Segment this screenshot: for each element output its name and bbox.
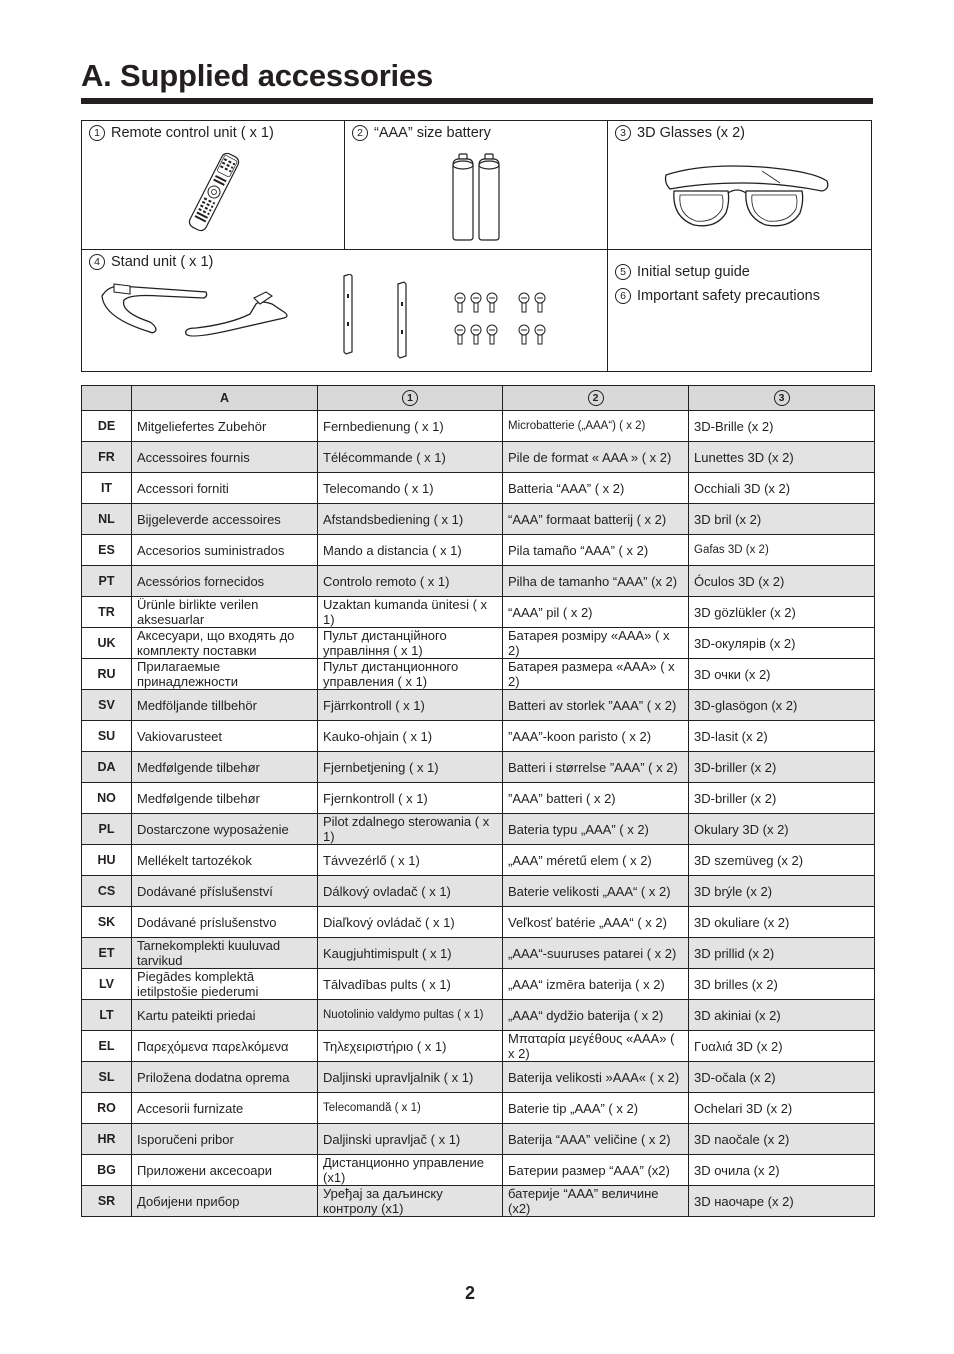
battery-cell: батерије “AAA” величине (x2) (503, 1186, 689, 1217)
accessories-cell: Priložena dodatna oprema (132, 1062, 318, 1093)
remote-control-cell: Mando a distancia ( x 1) (318, 535, 503, 566)
item-number: 1 (89, 125, 105, 141)
language-code-cell: SU (82, 721, 132, 752)
battery-cell: ”AAA” batteri ( x 2) (503, 783, 689, 814)
table-row (82, 1062, 875, 1093)
battery-cell: „AAA“ dydžio baterija ( x 2) (503, 1000, 689, 1031)
remote-control-cell: Уређај за даљинску контролу (x1) (318, 1186, 503, 1217)
remote-control-cell: Дистанционно управление (x1) (318, 1155, 503, 1186)
table-row (82, 969, 875, 1000)
table-row (82, 783, 875, 814)
table-row (82, 1000, 875, 1031)
table-row (82, 814, 875, 845)
accessory-label: Stand unit ( x 1) (111, 254, 214, 270)
language-code-cell: DA (82, 752, 132, 783)
accessories-cell: Kartu pateikti priedai (132, 1000, 318, 1031)
battery-cell: Батарея розміру «AAA» ( x 2) (503, 628, 689, 659)
accessories-cell: Mellékelt tartozékok (132, 845, 318, 876)
battery-cell: Veľkosť batérie „AAA“ ( x 2) (503, 907, 689, 938)
language-code-cell: NO (82, 783, 132, 814)
language-code-cell: SV (82, 690, 132, 721)
remote-control-cell: Télécommande ( x 1) (318, 442, 503, 473)
battery-cell: Pile de format « AAA » ( x 2) (503, 442, 689, 473)
glasses-cell: 3D очила (x 2) (689, 1155, 875, 1186)
language-code-cell: UK (82, 628, 132, 659)
table-row (82, 690, 875, 721)
remote-control-cell: Controlo remoto ( x 1) (318, 566, 503, 597)
battery-cell: Батерии размер “AAA” (x2) (503, 1155, 689, 1186)
table-row (82, 938, 875, 969)
table-row (82, 1155, 875, 1186)
table-row (82, 411, 875, 442)
accessories-cell: Добијени прибор (132, 1186, 318, 1217)
accessories-cell: Dostarczone wyposażenie (132, 814, 318, 845)
glasses-cell: Okulary 3D (x 2) (689, 814, 875, 845)
glasses-cell: Occhiali 3D (x 2) (689, 473, 875, 504)
language-code-cell: NL (82, 504, 132, 535)
column-header: 2 (503, 386, 689, 411)
glasses-cell: Ochelari 3D (x 2) (689, 1093, 875, 1124)
accessory-aaa-battery (345, 121, 607, 249)
glasses-cell: 3D-Brille (x 2) (689, 411, 875, 442)
column-header (82, 386, 132, 411)
accessories-cell: Accessoires fournis (132, 442, 318, 473)
page-number: 2 (465, 1283, 476, 1303)
battery-cell: “AAA” formaat batterij ( x 2) (503, 504, 689, 535)
table-row (82, 1093, 875, 1124)
remote-control-cell: Fjernbetjening ( x 1) (318, 752, 503, 783)
accessories-cell: Medföljande tillbehör (132, 690, 318, 721)
accessories-cell: Piegādes komplektā ietilpstošie piederumi (132, 969, 318, 1000)
accessories-language-table (81, 385, 875, 1217)
accessories-cell: Приложени аксесоари (132, 1155, 318, 1186)
battery-cell: Bateria typu „AAA” ( x 2) (503, 814, 689, 845)
glasses-cell: 3D очки (x 2) (689, 659, 875, 690)
glasses-cell: 3D okuliare (x 2) (689, 907, 875, 938)
remote-control-cell: Fjärrkontroll ( x 1) (318, 690, 503, 721)
language-code-cell: TR (82, 597, 132, 628)
3d-glasses-illustration (662, 161, 832, 233)
accessories-cell: Medfølgende tilbehør (132, 783, 318, 814)
battery-cell: „AAA“ izmēra baterija ( x 2) (503, 969, 689, 1000)
safety-precautions-item (615, 284, 820, 308)
accessories-cell: Acessórios fornecidos (132, 566, 318, 597)
remote-control-cell: Пульт дистанционного управления ( x 1) (318, 659, 503, 690)
language-code-cell: SK (82, 907, 132, 938)
remote-control-illustration (174, 151, 254, 233)
column-header: 1 (318, 386, 503, 411)
remote-control-cell: Afstandsbediening ( x 1) (318, 504, 503, 535)
table-row (82, 504, 875, 535)
glasses-cell: Lunettes 3D (x 2) (689, 442, 875, 473)
battery-cell: Pilha de tamanho “AAA” (x 2) (503, 566, 689, 597)
remote-control-cell: Kaugjuhtimispult ( x 1) (318, 938, 503, 969)
accessories-cell: Аксесуари, що входять до комплекту поставки (132, 628, 318, 659)
language-code-cell: PT (82, 566, 132, 597)
accessory-stand-unit (82, 250, 607, 371)
item-number: 2 (352, 125, 368, 141)
remote-control-cell: Fernbedienung ( x 1) (318, 411, 503, 442)
accessories-cell: Accesorios suministrados (132, 535, 318, 566)
accessory-label: Initial setup guide (637, 264, 750, 280)
language-code-cell: LT (82, 1000, 132, 1031)
page-title: A. Supplied accessories (81, 58, 434, 93)
aaa-battery-illustration (448, 153, 504, 241)
accessories-cell: Isporučeni pribor (132, 1124, 318, 1155)
table-row (82, 442, 875, 473)
remote-control-cell: Nuotolinio valdymo pultas ( x 1) (318, 1000, 503, 1031)
accessory-label: Remote control unit ( x 1) (111, 125, 274, 141)
remote-control-cell: Пульт дистанційного управління ( x 1) (318, 628, 503, 659)
battery-cell: „AAA“-suuruses patarei ( x 2) (503, 938, 689, 969)
accessories-cell: Bijgeleverde accessoires (132, 504, 318, 535)
glasses-cell: 3D szemüveg (x 2) (689, 845, 875, 876)
column-header: A (132, 386, 318, 411)
table-row (82, 845, 875, 876)
language-code-cell: FR (82, 442, 132, 473)
battery-cell: „AAA” méretű elem ( x 2) (503, 845, 689, 876)
item-number: 5 (615, 264, 631, 280)
battery-cell: Μπαταρία μεγέθους «AAA» ( x 2) (503, 1031, 689, 1062)
table-row (82, 1186, 875, 1217)
remote-control-cell: Daljinski upravljač ( x 1) (318, 1124, 503, 1155)
battery-cell: Baterie tip „AAA” ( x 2) (503, 1093, 689, 1124)
accessory-label: “AAA” size battery (374, 125, 491, 141)
glasses-cell: 3D-briller (x 2) (689, 752, 875, 783)
glasses-cell: 3D gözlükler (x 2) (689, 597, 875, 628)
table-row (82, 473, 875, 504)
language-code-cell: PL (82, 814, 132, 845)
remote-control-cell: Tālvadības pults ( x 1) (318, 969, 503, 1000)
remote-control-cell: Telecomandă ( x 1) (318, 1093, 503, 1124)
accessories-box (81, 120, 872, 372)
item-number: 3 (615, 125, 631, 141)
glasses-cell: 3D-окулярів (x 2) (689, 628, 875, 659)
column-header: 3 (689, 386, 875, 411)
accessories-cell: Ürünle birlikte verilen aksesuarlar (132, 597, 318, 628)
table-row (82, 876, 875, 907)
table-row (82, 659, 875, 690)
language-code-cell: CS (82, 876, 132, 907)
table-row (82, 907, 875, 938)
item-number: 6 (615, 288, 631, 304)
glasses-cell: Gafas 3D (x 2) (689, 535, 875, 566)
glasses-cell: 3D brilles (x 2) (689, 969, 875, 1000)
language-code-cell: SL (82, 1062, 132, 1093)
battery-cell: Batteria “AAA” ( x 2) (503, 473, 689, 504)
remote-control-cell: Távvezérlő ( x 1) (318, 845, 503, 876)
initial-setup-guide-item (615, 260, 820, 284)
language-code-cell: ES (82, 535, 132, 566)
language-code-cell: SR (82, 1186, 132, 1217)
table-row (82, 535, 875, 566)
table-row (82, 752, 875, 783)
title-rule (81, 98, 873, 104)
remote-control-cell: Fjernkontroll ( x 1) (318, 783, 503, 814)
battery-cell: Батарея размера «AAA» ( x 2) (503, 659, 689, 690)
table-row (82, 721, 875, 752)
battery-cell: Microbatterie („AAA“) ( x 2) (503, 411, 689, 442)
remote-control-cell: Daljinski upravljalnik ( x 1) (318, 1062, 503, 1093)
accessories-cell: Dodávané příslušenství (132, 876, 318, 907)
glasses-cell: 3D naočale (x 2) (689, 1124, 875, 1155)
accessory-label: 3D Glasses (x 2) (637, 125, 745, 141)
table-row (82, 1031, 875, 1062)
accessories-cell: Medfølgende tilbehør (132, 752, 318, 783)
glasses-cell: 3D-lasit (x 2) (689, 721, 875, 752)
glasses-cell: 3D-očala (x 2) (689, 1062, 875, 1093)
battery-cell: Batteri av storlek ”AAA” ( x 2) (503, 690, 689, 721)
accessory-3d-glasses (608, 121, 872, 249)
glasses-cell: 3D prillid (x 2) (689, 938, 875, 969)
language-code-cell: DE (82, 411, 132, 442)
battery-cell: Baterie velikosti „AAA“ ( x 2) (503, 876, 689, 907)
language-code-cell: HR (82, 1124, 132, 1155)
accessory-documents (608, 250, 872, 371)
accessory-remote-control (82, 121, 344, 249)
remote-control-cell: Telecomando ( x 1) (318, 473, 503, 504)
battery-cell: Baterija velikosti »AAA« ( x 2) (503, 1062, 689, 1093)
accessories-cell: Прилагаемые принадлежности (132, 659, 318, 690)
language-code-cell: RU (82, 659, 132, 690)
table-row (82, 597, 875, 628)
language-code-cell: IT (82, 473, 132, 504)
remote-control-cell: Pilot zdalnego sterowania ( x 1) (318, 814, 503, 845)
remote-control-cell: Diaľkový ovládač ( x 1) (318, 907, 503, 938)
accessories-cell: Accesorii furnizate (132, 1093, 318, 1124)
table-row (82, 566, 875, 597)
table-header-row (82, 386, 875, 411)
glasses-cell: 3D-briller (x 2) (689, 783, 875, 814)
item-number: 4 (89, 254, 105, 270)
battery-cell: “AAA” pil ( x 2) (503, 597, 689, 628)
language-code-cell: BG (82, 1155, 132, 1186)
accessories-cell: Mitgeliefertes Zubehör (132, 411, 318, 442)
glasses-cell: 3D-glasögon (x 2) (689, 690, 875, 721)
language-code-cell: HU (82, 845, 132, 876)
glasses-cell: 3D akiniai (x 2) (689, 1000, 875, 1031)
remote-control-cell: Uzaktan kumanda ünitesi ( x 1) (318, 597, 503, 628)
accessories-cell: Dodávané príslušenstvo (132, 907, 318, 938)
remote-control-cell: Τηλεχειριστήριο ( x 1) (318, 1031, 503, 1062)
stand-unit-illustration (100, 274, 590, 360)
accessories-cell: Vakiovarusteet (132, 721, 318, 752)
accessories-cell: Tarnekomplekti kuuluvad tarvikud (132, 938, 318, 969)
glasses-cell: 3D наочаре (x 2) (689, 1186, 875, 1217)
accessories-cell: Accessori forniti (132, 473, 318, 504)
glasses-cell: 3D brýle (x 2) (689, 876, 875, 907)
battery-cell: Pila tamaño “AAA” ( x 2) (503, 535, 689, 566)
language-code-cell: LV (82, 969, 132, 1000)
remote-control-cell: Kauko-ohjain ( x 1) (318, 721, 503, 752)
table-row (82, 628, 875, 659)
accessory-label: Important safety precautions (637, 288, 820, 304)
language-code-cell: EL (82, 1031, 132, 1062)
language-code-cell: RO (82, 1093, 132, 1124)
remote-control-cell: Dálkový ovladač ( x 1) (318, 876, 503, 907)
glasses-cell: Óculos 3D (x 2) (689, 566, 875, 597)
battery-cell: Batteri i størrelse ”AAA” ( x 2) (503, 752, 689, 783)
battery-cell: ”AAA”-koon paristo ( x 2) (503, 721, 689, 752)
glasses-cell: 3D bril (x 2) (689, 504, 875, 535)
table-row (82, 1124, 875, 1155)
battery-cell: Baterija “AAA” veličine ( x 2) (503, 1124, 689, 1155)
language-code-cell: ET (82, 938, 132, 969)
glasses-cell: Γυαλιά 3D (x 2) (689, 1031, 875, 1062)
accessories-cell: Παρεχόμενα παρελκόμενα (132, 1031, 318, 1062)
